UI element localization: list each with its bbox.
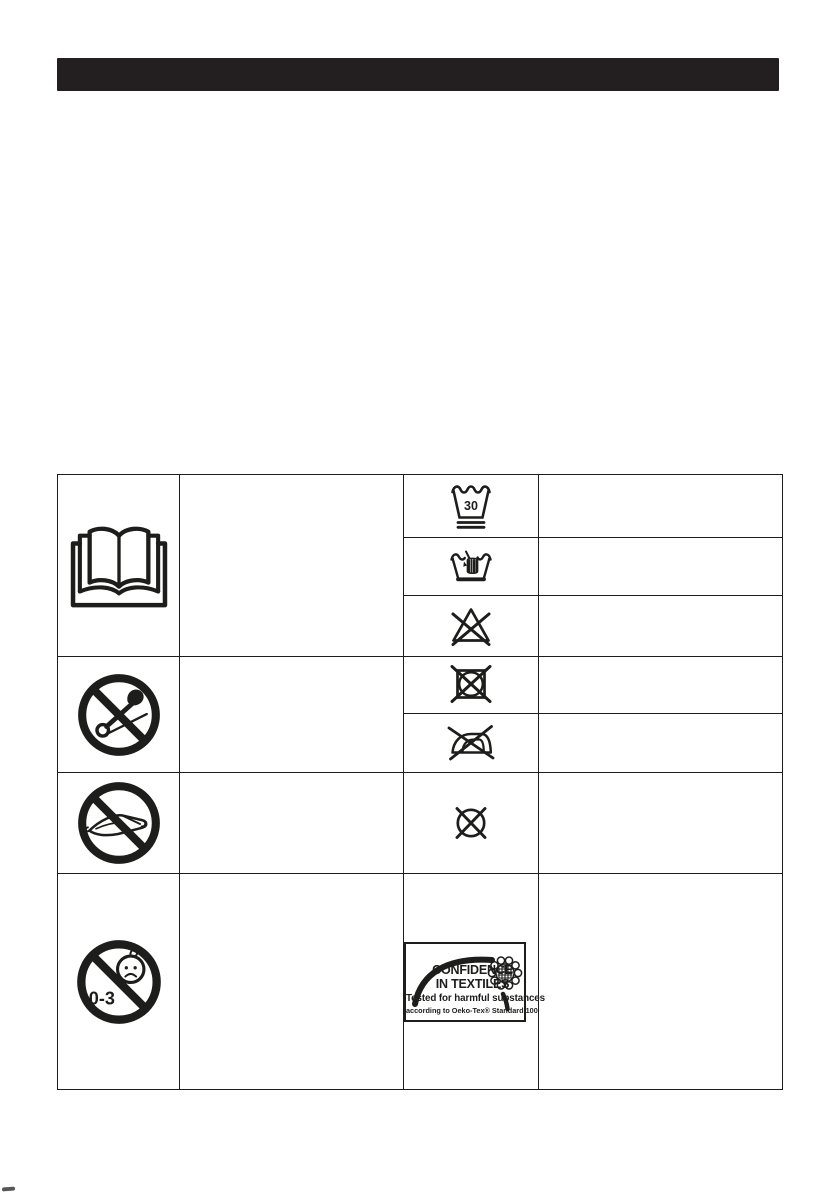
description-cell-empty bbox=[180, 475, 404, 657]
do-not-iron-icon bbox=[447, 724, 495, 762]
gentle-wash-30-icon bbox=[449, 482, 493, 530]
description-cell-empty bbox=[539, 773, 783, 874]
oeko-tex-line1: CONFIDENCE bbox=[432, 962, 513, 977]
cell-oeko-tex-label bbox=[404, 874, 546, 1090]
wash-temperature-text: 30 bbox=[464, 499, 478, 513]
cell-read-manual-symbol bbox=[58, 475, 180, 657]
oeko-tex-line2: IN TEXTILES bbox=[435, 976, 510, 991]
table-row bbox=[58, 475, 783, 538]
description-cell-empty bbox=[539, 475, 783, 538]
do-not-dry-clean-icon bbox=[450, 803, 492, 843]
oeko-tex-line3: Tested for harmful substances bbox=[406, 992, 546, 1004]
description-cell-empty bbox=[539, 874, 783, 1090]
table-row bbox=[58, 874, 783, 1090]
do-not-bleach-icon bbox=[448, 603, 494, 649]
description-cell-empty bbox=[180, 874, 404, 1090]
description-cell-empty bbox=[539, 714, 783, 773]
open-book-icon bbox=[66, 521, 172, 611]
redacted-title-bar bbox=[57, 58, 779, 91]
table-row bbox=[58, 773, 783, 874]
do-not-tumble-dry-icon bbox=[448, 665, 494, 705]
cell-hand-wash-symbol bbox=[404, 538, 539, 596]
cell-gentle-wash-30-symbol bbox=[404, 475, 539, 538]
no-extra-blanket-icon bbox=[75, 779, 163, 867]
description-cell-empty bbox=[539, 657, 783, 714]
cell-do-not-tumble-dry-symbol bbox=[404, 657, 539, 714]
description-cell-empty bbox=[180, 657, 404, 773]
table-row bbox=[58, 657, 783, 714]
description-cell-empty bbox=[539, 538, 783, 596]
hand-wash-icon bbox=[448, 549, 494, 585]
cell-no-safety-pins-symbol bbox=[58, 657, 180, 773]
description-cell-empty bbox=[539, 596, 783, 657]
oeko-tex-line4: according to Oeko-Tex® Standard 100 bbox=[406, 1005, 538, 1015]
scan-artifact-mark bbox=[2, 1187, 15, 1192]
age-restriction-text: 0-3 bbox=[88, 988, 115, 1008]
oeko-tex-label bbox=[404, 942, 546, 1022]
not-suitable-children-0-3-icon bbox=[74, 937, 164, 1027]
cell-do-not-bleach-symbol bbox=[404, 596, 539, 657]
care-symbols-table bbox=[57, 474, 783, 1090]
no-safety-pins-icon bbox=[75, 671, 163, 759]
cell-do-not-iron-symbol bbox=[404, 714, 539, 773]
cell-not-suitable-children-symbol bbox=[58, 874, 180, 1090]
description-cell-empty bbox=[180, 773, 404, 874]
cell-do-not-dry-clean-symbol bbox=[404, 773, 539, 874]
cell-no-extra-blanket-symbol bbox=[58, 773, 180, 874]
